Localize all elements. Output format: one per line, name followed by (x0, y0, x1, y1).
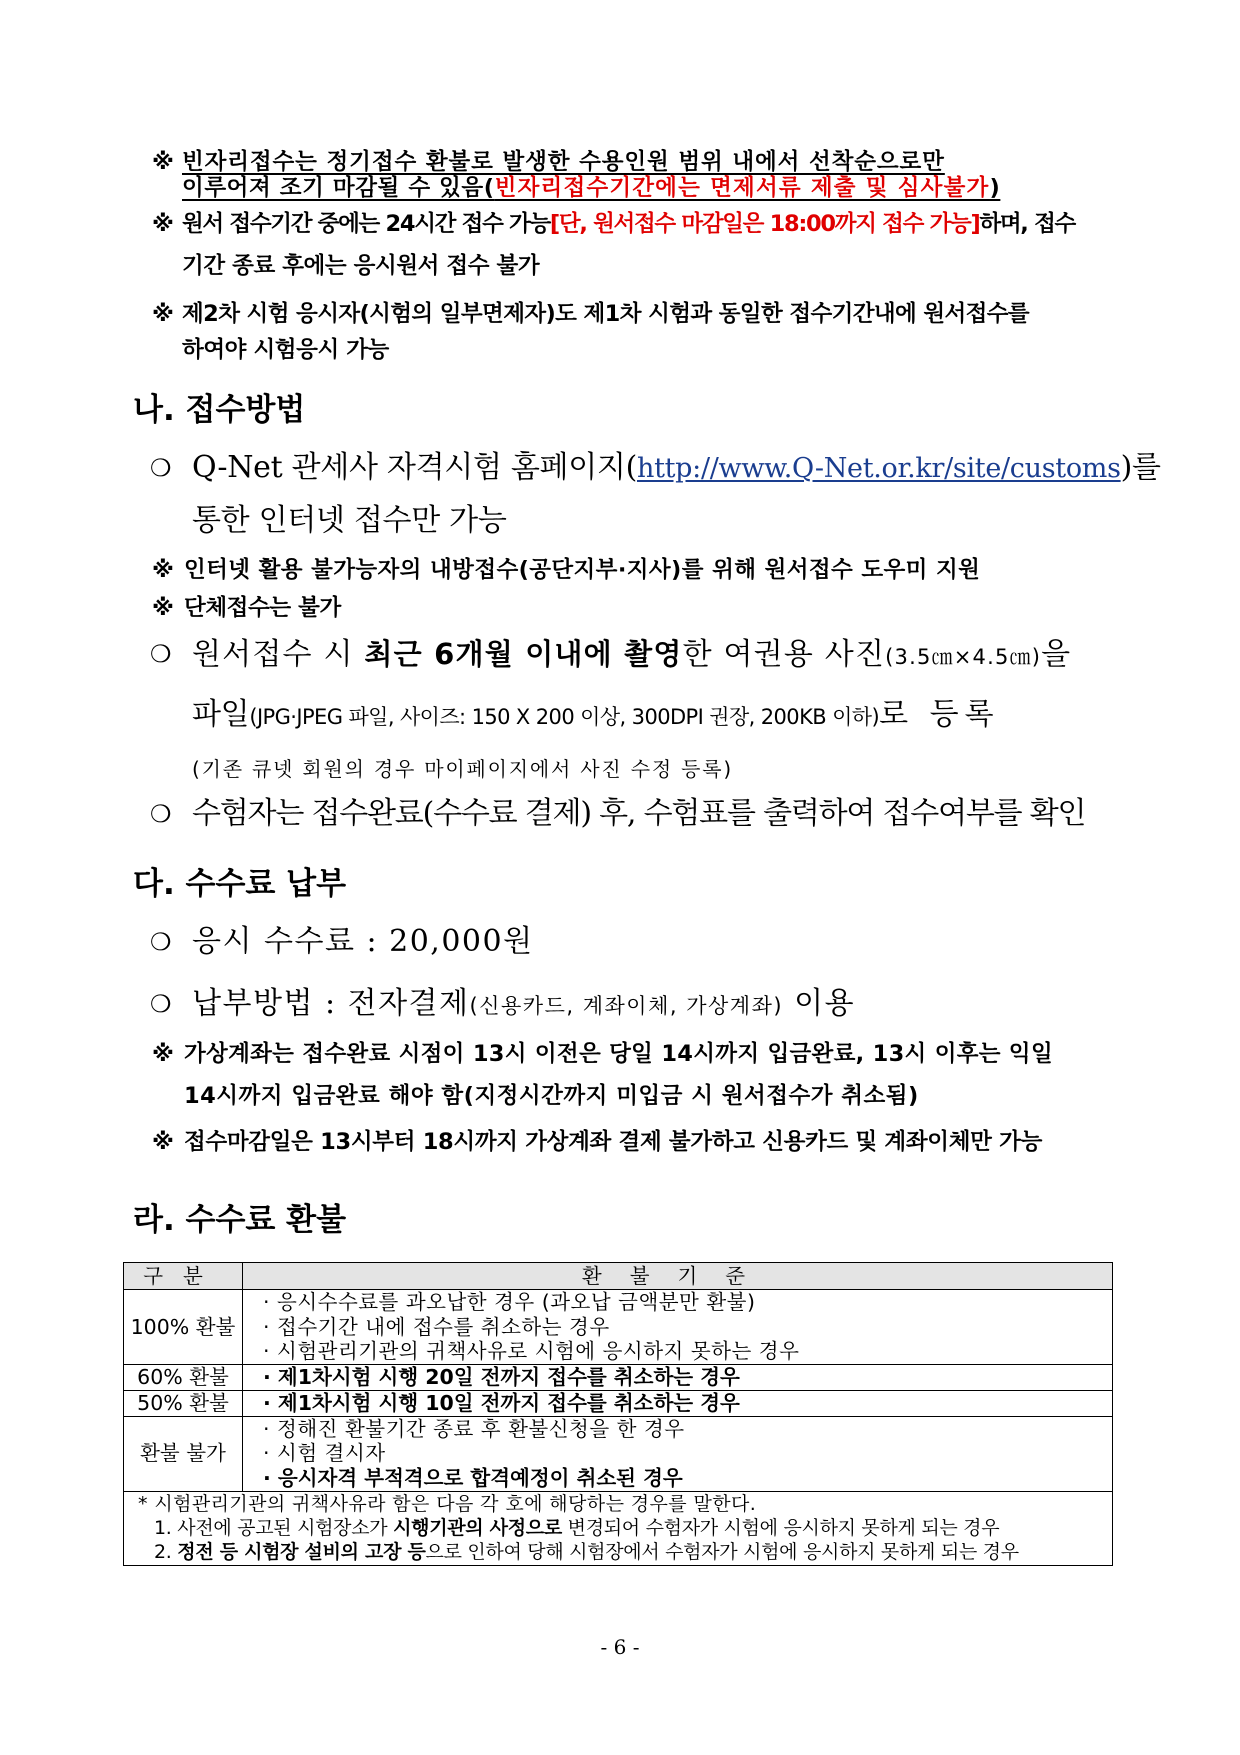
criteria-item: · 접수기간 내에 접수를 취소하는 경우 (263, 1314, 610, 1339)
note-group (152, 590, 341, 626)
table-row (124, 1416, 1113, 1491)
photo-line3: (기존 큐넷 회원의 경우 마이페이지에서 사진 수정 등록) (192, 757, 733, 781)
criteria-item: · 제1차시험 시행 20일 전까지 접수를 취소하는 경우 (263, 1365, 740, 1390)
note-group-text: 단체접수는 불가 (184, 595, 341, 621)
criteria-item: · 정해진 환불기간 종료 후 환불신청을 한 경우 (263, 1416, 685, 1441)
note-2nd-exam (152, 296, 1029, 368)
reference-mark: ※ (152, 211, 174, 237)
note-deadline-payment (152, 1124, 1042, 1160)
note-virtual-account (152, 1036, 1053, 1114)
reference-mark: ※ (152, 301, 174, 327)
circle-bullet-icon: ❍ (150, 990, 172, 1018)
footnote-line2: 1. 사전에 공고된 시험장소가 시행기관의 사정으로 변경되어 수험자가 시험에 응시하지 못하게 되는 경우 (154, 1516, 1000, 1539)
note-helper (152, 552, 980, 588)
circle-bullet-icon: ❍ (150, 928, 172, 956)
criteria-item: · 제1차시험 시행 10일 전까지 접수를 취소하는 경우 (263, 1390, 740, 1415)
confirm-text: 수험자는 접수완료(수수료 결제) 후, 수험표를 출력하여 접수여부를 확인 (192, 796, 1086, 831)
table-row (124, 1365, 1113, 1391)
reference-mark: ※ (152, 149, 174, 175)
reference-mark: ※ (152, 1129, 174, 1155)
note-24h (152, 206, 1075, 284)
footnote-line1: * 시험관리기관의 귀책사유라 함은 다음 각 호에 해당하는 경우를 말한다. (138, 1492, 757, 1515)
note-24h-line1: 원서 접수기간 중에는 24시간 접수 가능[단, 원서접수 마감일은 18:00까지 접수 가능]하며, 접수 (182, 211, 1075, 237)
fee-item (150, 918, 534, 966)
header-criteria: 환불기준 (243, 1263, 1113, 1290)
note-vacancy-line1: 빈자리접수는 정기접수 환불로 발생한 수용인원 범위 내에서 선착순으로만 (182, 149, 945, 175)
fee-text: 응시 수수료 : 20,000원 (192, 924, 534, 959)
circle-bullet-icon: ❍ (150, 640, 172, 668)
note-deadline-payment-text: 접수마감일은 13시부터 18시까지 가상계좌 결제 불가하고 신용카드 및 계좌이체만 가능 (184, 1129, 1043, 1155)
qnet-link[interactable]: http://www.Q-Net.or.kr/site/customs (636, 453, 1121, 484)
qnet-item (150, 444, 1161, 545)
refund-table (123, 1262, 1113, 1566)
note-2nd-exam-line1: 제2차 시험 응시자(시험의 일부면제자)도 제1차 시험과 동일한 접수기간내에 원서접수를 (182, 301, 1030, 327)
note-24h-line2: 기간 종료 후에는 응시원서 접수 불가 (182, 253, 540, 279)
criteria-item: · 시험 결시자 (263, 1441, 386, 1466)
confirm-item (150, 790, 1085, 838)
table-footnote-row (124, 1491, 1113, 1565)
criteria-item: · 시험관리기관의 귀책사유로 시험에 응시하지 못하는 경우 (263, 1339, 800, 1364)
table-footnote (124, 1491, 1113, 1565)
criteria-item: · 응시자격 부적격으로 합격예정이 취소된 경우 (263, 1465, 683, 1490)
photo-line1: 원서접수 시 최근 6개월 이내에 촬영한 여권용 사진(3.5㎝×4.5㎝)을 (192, 637, 1072, 672)
note-vacancy-line2: 이루어져 조기 마감될 수 있음(빈자리접수기간에는 면제서류 제출 및 심사불가) (182, 175, 1001, 201)
section-heading-fee-refund: 라. 수수료 환불 (133, 1202, 347, 1238)
photo-item (150, 630, 1071, 793)
row-criteria (243, 1365, 1113, 1391)
table-header-row (124, 1263, 1113, 1290)
reference-mark: ※ (152, 595, 174, 621)
header-category: 구분 (124, 1263, 243, 1290)
note-vacancy (152, 144, 1000, 206)
note-virtual-account-line1: 가상계좌는 접수완료 시점이 13시 이전은 당일 14시까지 입금완료, 13시 이후는 익일 (184, 1041, 1053, 1067)
qnet-line1: Q-Net 관세사 자격시험 홈페이지(http://www.Q-Net.or.kr/site/customs)를 (192, 450, 1161, 485)
note-virtual-account-line2: 14시까지 입금완료 해야 함(지정시간까지 미입금 시 원서접수가 취소됨) (184, 1083, 919, 1109)
table-row (124, 1290, 1113, 1365)
circle-bullet-icon: ❍ (150, 454, 172, 482)
note-helper-text: 인터넷 활용 불가능자의 내방접수(공단지부·지사)를 위해 원서접수 도우미 지원 (184, 557, 981, 583)
row-category: 50% 환불 (124, 1390, 243, 1416)
criteria-item: · 응시수수료를 과오납한 경우 (과오납 금액분만 환불) (263, 1290, 756, 1314)
row-category: 60% 환불 (124, 1365, 243, 1391)
row-category: 환불 불가 (124, 1416, 243, 1491)
reference-mark: ※ (152, 1041, 174, 1067)
row-criteria (243, 1416, 1113, 1491)
section-heading-application-method: 나. 접수방법 (133, 392, 306, 428)
qnet-line2: 통한 인터넷 접수만 가능 (192, 503, 507, 538)
table-row (124, 1390, 1113, 1416)
section-heading-fee-payment: 다. 수수료 납부 (133, 866, 347, 902)
row-criteria (243, 1390, 1113, 1416)
reference-mark: ※ (152, 557, 174, 583)
note-2nd-exam-line2: 하여야 시험응시 가능 (182, 337, 389, 363)
payment-method-text: 납부방법 : 전자결제(신용카드, 계좌이체, 가상계좌) 이용 (192, 986, 856, 1021)
circle-bullet-icon: ❍ (150, 800, 172, 828)
payment-method-item (150, 980, 855, 1030)
photo-line2: 파일(JPG·JPEG 파일, 사이즈: 150 X 200 이상, 300DPI 권장, 200KB 이하)로 등록 (192, 697, 1000, 732)
row-category: 100% 환불 (124, 1290, 243, 1365)
footnote-line3: 2. 정전 등 시험장 설비의 고장 등으로 인하여 당해 시험장에서 수험자가 시험에 응시하지 못하게 되는 경우 (154, 1540, 1019, 1563)
page-number: - 6 - (600, 1635, 640, 1659)
row-criteria (243, 1290, 1113, 1365)
